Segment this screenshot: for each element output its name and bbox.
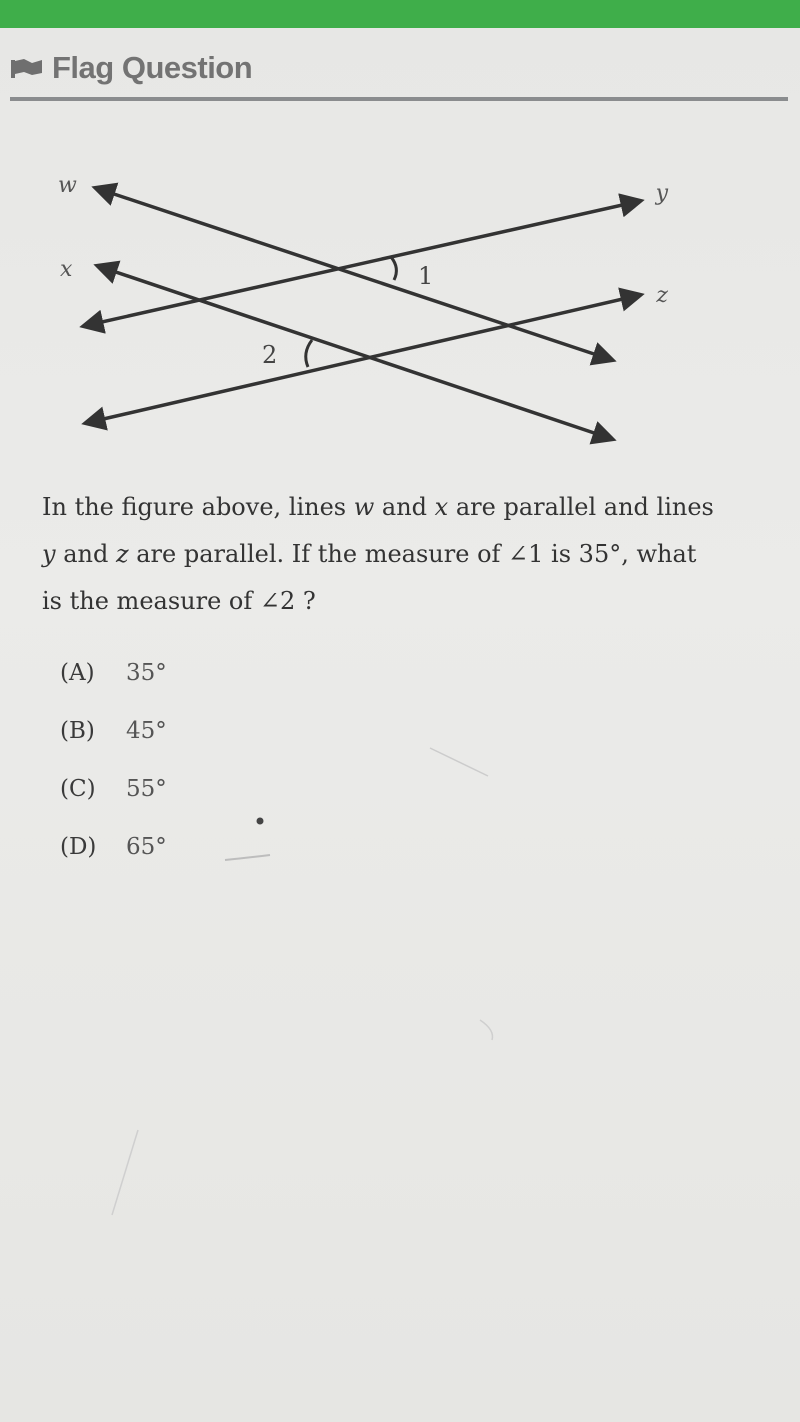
option-value: 35° <box>126 660 167 686</box>
angle-1-symbol: ∠1 <box>508 540 544 568</box>
option-letter: (A) <box>60 660 95 686</box>
option-value: 55° <box>126 776 167 802</box>
option-value: 45° <box>126 718 167 744</box>
flag-question-label: Flag Question <box>52 50 253 85</box>
label-angle-1: 1 <box>418 262 434 290</box>
label-z: z <box>656 283 668 308</box>
angle-2-symbol: ∠2 <box>259 587 296 615</box>
label-y: y <box>655 181 668 206</box>
var-w: w <box>353 493 375 521</box>
label-x: x <box>60 257 73 282</box>
label-w: w <box>58 173 77 198</box>
option-letter: (B) <box>60 718 95 744</box>
option-letter: (D) <box>60 834 97 860</box>
option-letter: (C) <box>60 776 96 802</box>
question-text: In the figure above, lines w and x are parallel and lines y and z are parallel. If the measure of ∠1 is 35°, what is the measure of ∠2 ? <box>42 493 714 615</box>
var-x: x <box>434 493 449 521</box>
var-z: z <box>115 540 129 568</box>
label-angle-2: 2 <box>262 341 278 369</box>
option-value: 65° <box>126 834 167 860</box>
var-y: y <box>42 540 56 568</box>
